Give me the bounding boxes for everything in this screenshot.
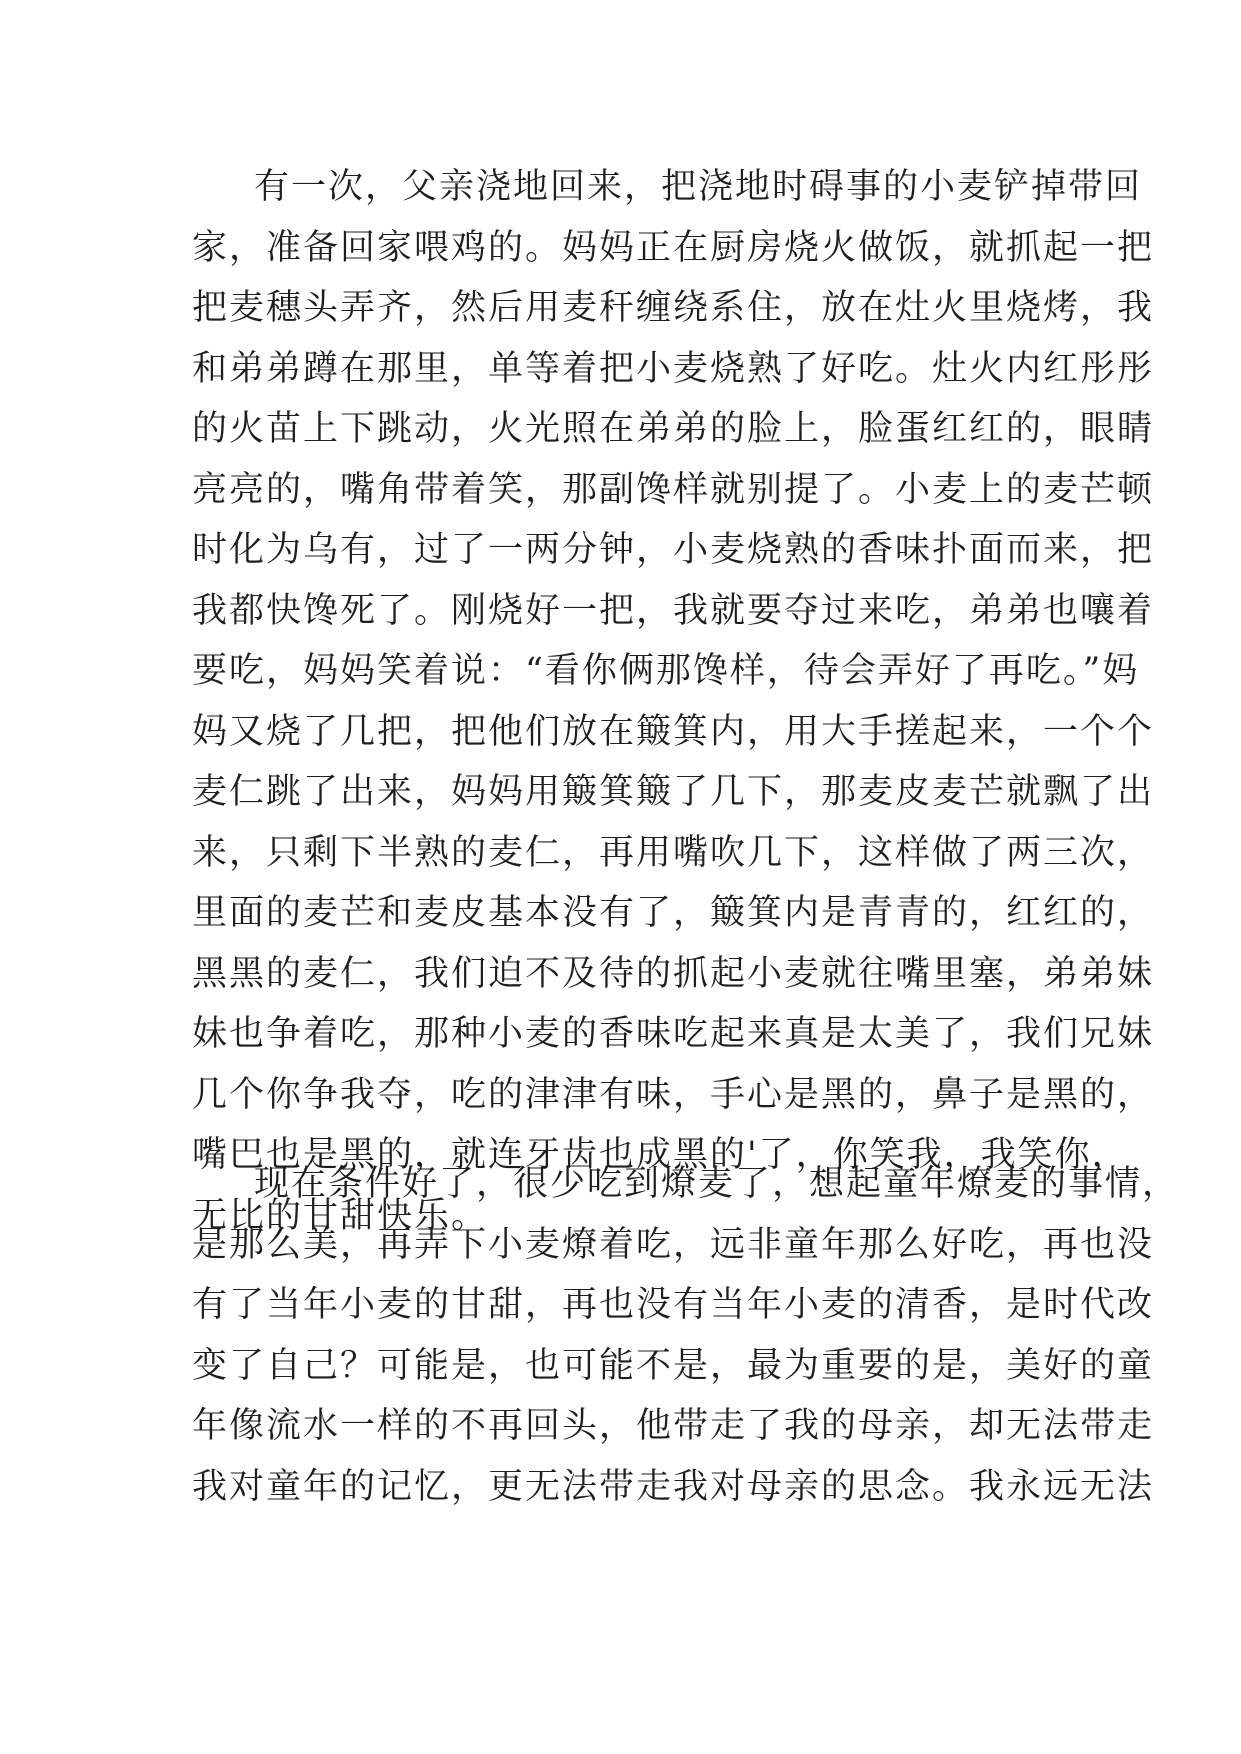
text-line: 嘴巴也是黑的，就连牙齿也成黑的'了，你笑我，我笑你，	[192, 1135, 1129, 1175]
text-line: 把麦穗头弄齐，然后用麦秆缠绕系住，放在灶火里烧烤，我	[192, 288, 1155, 328]
text-line: 有了当年小麦的甘甜，再也没有当年小麦的清香，是时代改	[192, 1285, 1155, 1325]
text-line: 变了自己？可能是，也可能不是，最为重要的是，美好的童	[192, 1345, 1155, 1386]
text-line: 黑黑的麦仁，我们迫不及待的抓起小麦就往嘴里塞，弟弟妹	[192, 953, 1155, 994]
text-line: 无比的甘甜快乐。	[192, 1195, 489, 1236]
text-line: 我对童年的记忆，更无法带走我对母亲的思念。我永远无法	[192, 1466, 1155, 1507]
text-line: 来，只剩下半熟的麦仁，再用嘴吹几下，这样做了两三次，	[192, 832, 1155, 873]
text-line: 有一次，父亲浇地回来，把浇地时碍事的小麦铲掉带回	[254, 167, 1143, 207]
text-line: 妹也争着吃，那种小麦的香味吃起来真是太美了，我们兄妹	[192, 1014, 1155, 1054]
text-line: 的火苗上下跳动，火光照在弟弟的脸上，脸蛋红红的，眼睛	[192, 409, 1155, 449]
text-line: 几个你争我夺，吃的津津有味，手心是黑的，鼻子是黑的，	[192, 1074, 1155, 1115]
text-line: 妈又烧了几把，把他们放在簸箕内，用大手搓起来，一个个	[192, 711, 1155, 752]
text-line: 麦仁跳了出来，妈妈用簸箕簸了几下，那麦皮麦芒就飘了出	[192, 772, 1155, 812]
text-line: 是那么美，再弄下小麦燎着吃，远非童年那么好吃，再也没	[192, 1224, 1155, 1265]
text-line: 和弟弟蹲在那里，单等着把小麦烧熟了好吃。灶火内红彤彤	[192, 348, 1155, 389]
text-line: 里面的麦芒和麦皮基本没有了，簸箕内是青青的，红红的，	[192, 893, 1155, 933]
text-line: 要吃，妈妈笑着说：“看你俩那馋样，待会弄好了再吃。”妈	[192, 651, 1140, 691]
text-line: 亮亮的，嘴角带着笑，那副馋样就别提了。小麦上的麦芒顿	[192, 469, 1155, 510]
text-line: 家，准备回家喂鸡的。妈妈正在厨房烧火做饭，就抓起一把	[192, 227, 1155, 268]
text-line: 时化为乌有，过了一两分钟，小麦烧熟的香味扑面而来，把	[192, 530, 1155, 570]
text-line: 年像流水一样的不再回头，他带走了我的母亲，却无法带走	[192, 1406, 1155, 1446]
text-line: 现在条件好了，很少吃到燎麦了，想起童年燎麦的事情，	[254, 1164, 1180, 1204]
text-line: 我都快馋死了。刚烧好一把，我就要夺过来吃，弟弟也嚷着	[192, 590, 1155, 631]
